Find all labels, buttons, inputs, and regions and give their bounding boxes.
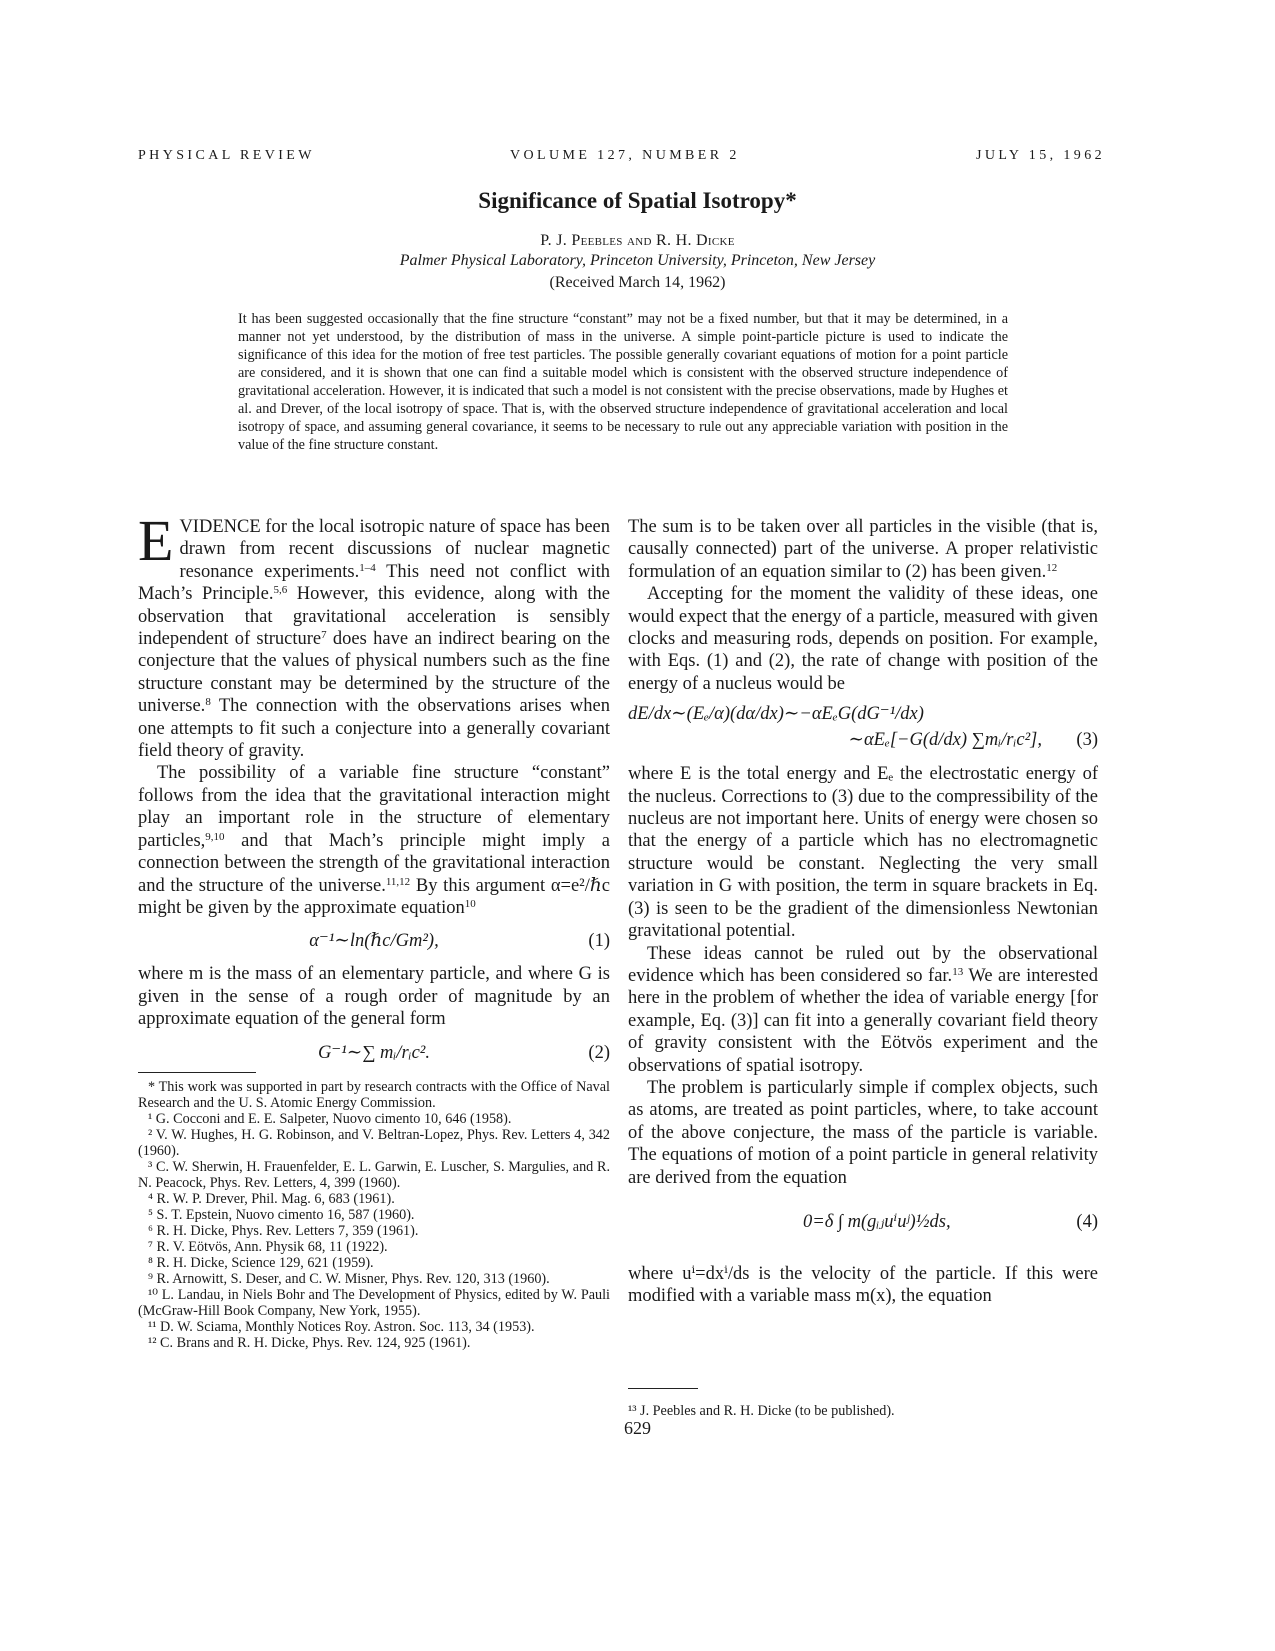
footnote-8: ⁸ R. H. Dicke, Science 129, 621 (1959).	[148, 1255, 374, 1271]
affiliation: Palmer Physical Laboratory, Princeton University, Princeton, New Jersey	[399, 252, 876, 269]
paragraph-energy: Accepting for the moment the validity of these ideas, one would expect that the energy of a particle, measured with given clocks and measuring rods, depends on position. For example, with Eqs. (1) and (2), the rate of change with position of the energy of a nucleus would be	[628, 584, 1098, 694]
running-head	[0, 148, 1275, 170]
paragraph-velocity: where uⁱ=dxⁱ/ds is the velocity of the particle. If this were modified with a variable mass m(x), the equation	[628, 1263, 1098, 1307]
footnote-11: ¹¹ D. W. Sciama, Monthly Notices Roy. Astron. Soc. 113, 34 (1953).	[148, 1319, 535, 1335]
page-number: 629	[624, 1418, 651, 1438]
received-date: (Received March 14, 1962)	[549, 274, 726, 291]
footnote-9: ⁹ R. Arnowitt, S. Deser, and C. W. Misner, Phys. Rev. 120, 313 (1960).	[148, 1271, 550, 1287]
footnote-rule-right	[628, 1388, 698, 1389]
footnote-rule	[138, 1072, 256, 1073]
left-column	[138, 508, 611, 1075]
footnote-12: ¹² C. Brans and R. H. Dicke, Phys. Rev. 124, 925 (1961).	[148, 1335, 471, 1351]
equation-1: α⁻¹∼ln(ℏc/Gm²), (1)	[309, 931, 610, 952]
footnote-13: ¹³ J. Peebles and R. H. Dicke (to be published).	[628, 1403, 895, 1419]
equation-2: G⁻¹∼∑ mᵢ/rᵢc². (2)	[318, 1042, 610, 1063]
paragraph-mass: where m is the mass of an elementary particle, and where G is given in the sense of a rough order of magnitude by an approximate equation of the general form	[138, 964, 610, 1030]
footnote-3: ³ C. W. Sherwin, H. Frauenfelder, E. L. Garwin, E. Luscher, S. Margulies, and R. N. Peacock, Phys. Rev. Letters, 4, 399 (1960).	[138, 1159, 610, 1191]
footnote-5: ⁵ S. T. Epstein, Nuovo cimento 16, 587 (1960).	[148, 1207, 415, 1223]
journal-name: PHYSICAL REVIEW	[138, 148, 315, 163]
author-names: P. J. Peebles and R. H. Dicke	[540, 232, 735, 249]
footnote-10: ¹⁰ L. Landau, in Niels Bohr and The Development of Physics, edited by W. Pauli (McGraw-Hill Book Company, New York, 1955).	[138, 1287, 610, 1319]
footnote-star: * This work was supported in part by research contracts with the Office of Naval Research and the U. S. Atomic Energy Commission.	[138, 1079, 610, 1111]
paragraph-sum: The sum is to be taken over all particles in the visible (that is, causally connected) part of the universe. A proper relativistic formulation of an equation similar to (2) has been given.$^{12}$	[628, 517, 1098, 582]
footnote-7: ⁷ R. V. Eötvös, Ann. Physik 68, 11 (1922).	[148, 1239, 388, 1255]
paper-title: Significance of Spatial Isotropy*	[478, 188, 797, 213]
footnote-6: ⁶ R. H. Dicke, Phys. Rev. Letters 7, 359 (1961).	[148, 1223, 419, 1239]
footnote-2: ² V. W. Hughes, H. G. Robinson, and V. Beltran-Lopez, Phys. Rev. Letters 4, 342 (1960).	[138, 1127, 610, 1159]
footnote-4: ⁴ R. W. P. Drever, Phil. Mag. 6, 683 (1961).	[148, 1191, 395, 1207]
footnote-1: ¹ G. Cocconi and E. E. Salpeter, Nuovo cimento 10, 646 (1958).	[148, 1111, 512, 1127]
paragraph-variable-constant: The possibility of a variable fine structure “constant” follows from the idea that the gravitational interaction might play an important role in the structure of elementary particles,$^{9,10}$ and that Mach’s principle might imply a connection between the strength of the gravitational interaction and the structure of the universe.$^{11,12}$ By this argument α=e²/ℏc might be given by the approximate equation$^{10}$	[138, 763, 610, 918]
paragraph-intro: EVIDENCE for the local isotropic nature of space has been drawn from recent discussions of nuclear magnetic resonance experiments.$^{1-4}$ This need not conflict with Mach’s Principle.$^{5,6}$ However, this evidence, along with the observation that gravitational acceleration is sensibly independent of structure$^7$ does have an indirect bearing on the conjecture that the values of physical numbers such as the fine structure constant may be determined by the structure of the universe.$^8$ The connection with the observations arises when one attempts to fit such a conjecture into a generally covariant field theory of gravity.	[138, 508, 611, 762]
footnote-13-block	[628, 1388, 1098, 1419]
right-column	[628, 516, 1098, 1308]
paragraph-ideas: These ideas cannot be ruled out by the observational evidence which has been considered so far.$^{13}$ We are interested here in the problem of whether the idea of variable energy [for example, Eq. (3)] can fit into a generally covariant field theory of gravity consistent with the Eötvös experiment and the observations of spatial isotropy.	[628, 943, 1099, 1076]
authors	[0, 232, 1275, 250]
issue-date: JULY 15, 1962	[976, 148, 1105, 163]
equation-4: 0=δ ∫ m(gᵢⱼuⁱuʲ)½ds, (4)	[803, 1211, 1098, 1232]
drop-cap: E	[138, 508, 174, 573]
footnotes	[138, 1072, 610, 1351]
paragraph-electrostatic: where E is the total energy and Eₑ the electrostatic energy of the nucleus. Corrections to (3) due to the compressibility of the nucleus are not important here. Units of energy were chosen so that the energy of a particle which has no electromagnetic structure would be constant. Neglecting the very small variation in G with position, the term in square brackets in Eq. (3) is seen to be the gradient of the dimensionless Newtonian gravitational potential.	[628, 764, 1098, 942]
equation-3: dE/dx∼(Eₑ/α)(dα/dx)∼−αEₑG(dG⁻¹/dx) ∼αEₑ[−G(d/dx) ∑mᵢ/rᵢc²], (3)	[628, 704, 1098, 751]
volume-number: VOLUME 127, NUMBER 2	[510, 148, 740, 163]
paragraph-point-particles: The problem is particularly simple if complex objects, such as atoms, are treated as point particles, where, to take account of the above conjecture, the mass of the particle is variable. The equations of motion of a point particle in general relativity are derived from the equation	[628, 1077, 1098, 1188]
abstract: It has been suggested occasionally that the fine structure “constant” may not be a fixed number, but that it may be determined, in a manner not yet understood, by the distribution of mass in the universe. A simple point-particle picture is used to indicate the significance of this idea for the motion of free test particles. The possible generally covariant equations of motion for a point particle are considered, and it is shown that one can find a suitable model which is consistent with the observed structure independence of gravitational acceleration. However, it is indicated that such a model is not consistent with the precise observations, made by Hughes et al. and Drever, of the local isotropy of space. That is, with the observed structure independence of gravitational acceleration and local isotropy of space, and assuming general covariance, it seems to be necessary to rule out any appreciable variation with position in the value of the fine structure constant.	[238, 311, 1008, 453]
